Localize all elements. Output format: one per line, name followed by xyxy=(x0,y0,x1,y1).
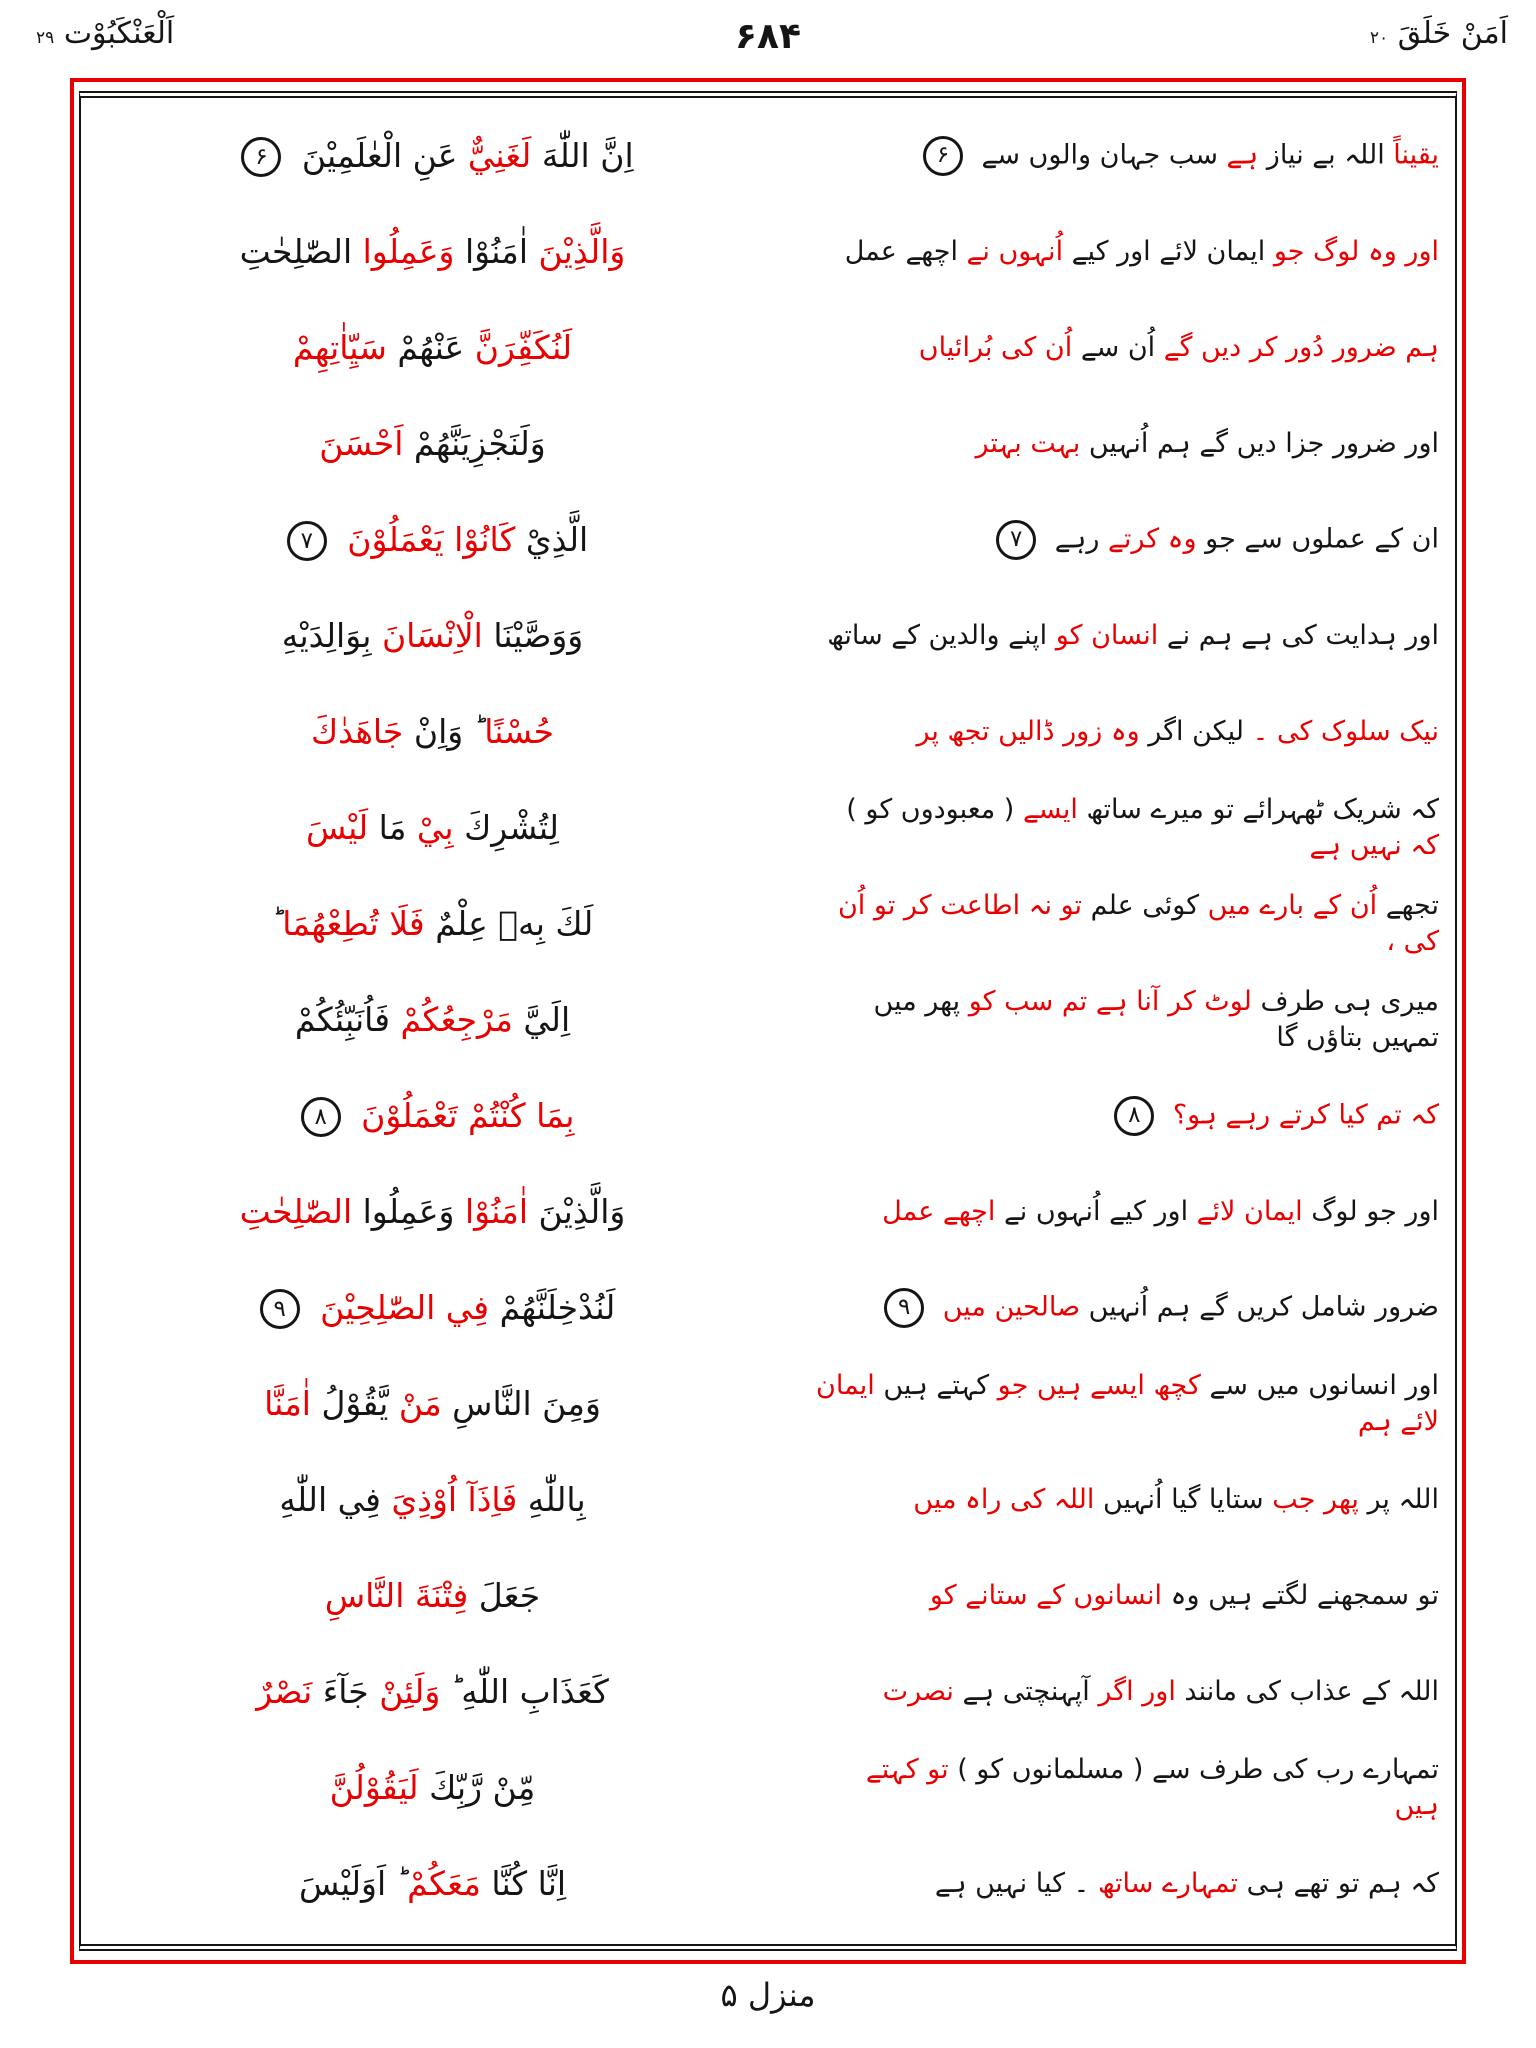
verse-number-badge: ۸ xyxy=(301,1097,341,1137)
verse-row xyxy=(97,1836,1439,1932)
text-segment-black: وَلَنَجْزِيَنَّهُمْ xyxy=(413,424,546,464)
arabic-verse-line xyxy=(97,1095,768,1138)
page-number: ۶۸۴ xyxy=(735,16,801,57)
text-segment-red: اللہ کی راہ میں xyxy=(913,1483,1095,1515)
verse-row xyxy=(97,684,1439,780)
text-segment-black: اور کیے اُنہوں نے xyxy=(1003,1195,1189,1227)
text-segment-red: وَلَئِنْ xyxy=(379,1672,441,1712)
text-segment-red: انسانوں کے ستانے کو xyxy=(929,1579,1163,1611)
text-segment-red: ہے xyxy=(1226,139,1259,171)
text-segment-red: اٰمَنَّا xyxy=(264,1384,311,1424)
text-segment-black: ان کے عملوں سے جو xyxy=(1205,523,1439,555)
urdu-translation-line xyxy=(815,1288,1439,1328)
text-segment-red: سَيِّاٰتِهِمْ xyxy=(292,328,387,368)
verse-row xyxy=(97,1740,1439,1836)
arabic-verse-line xyxy=(97,999,768,1040)
arabic-verse-line xyxy=(97,1287,768,1330)
text-segment-black: اللہ کے عذاب کی مانند xyxy=(1184,1675,1439,1707)
verse-number-badge: ۶ xyxy=(241,137,281,177)
text-segment-red: کہ نہیں ہے xyxy=(1309,830,1439,861)
text-segment-black: ( معبودوں کو ) xyxy=(846,793,1015,825)
text-segment-black: يَّقُوْلُ xyxy=(321,1384,389,1424)
text-segment-red: پھر جب xyxy=(1272,1483,1359,1515)
text-segment-black: كَعَذَابِ اللّٰهِ ؕ xyxy=(450,1672,609,1712)
arabic-verse-line xyxy=(97,1767,768,1808)
arabic-verse-line xyxy=(97,327,768,368)
arabic-verse-line xyxy=(97,1191,768,1232)
text-segment-black: اِنَّ اللّٰهَ xyxy=(541,135,634,175)
text-segment-red: وہ کرتے xyxy=(1108,523,1197,555)
text-segment-black: فِي اللّٰهِ xyxy=(279,1480,381,1520)
verse-row xyxy=(97,300,1439,396)
text-segment-red: تو نہ اطاعت کر تو اُن کی ، xyxy=(837,889,1439,957)
text-segment-black: بِوَالِدَيْهِ xyxy=(281,616,372,656)
verse-number-badge: ۷ xyxy=(287,521,327,561)
page-border-black xyxy=(79,91,1457,1951)
verse-row xyxy=(97,780,1439,876)
text-segment-red: نصرت xyxy=(882,1675,954,1707)
arabic-verse-line xyxy=(97,1479,768,1520)
verse-row xyxy=(97,1452,1439,1548)
text-segment-red: انسان کو xyxy=(1055,619,1159,651)
urdu-translation-line xyxy=(815,520,1439,560)
text-segment-red: لَنُكَفِّرَنَّ xyxy=(474,328,573,368)
text-segment-black: اپنے والدین کے ساتھ xyxy=(827,619,1048,651)
text-segment-black: ضرور شامل کریں گے ہم اُنہیں xyxy=(1088,1291,1439,1323)
text-segment-black: کوئی علم xyxy=(1090,889,1200,921)
manzil-label: منزل ۵ xyxy=(720,1976,816,2014)
verse-row xyxy=(97,204,1439,300)
text-segment-black: لَنُدْخِلَنَّهُمْ xyxy=(499,1287,616,1327)
verse-number-badge: ۷ xyxy=(996,520,1036,560)
text-segment-black: ستایا گیا اُنہیں xyxy=(1103,1483,1264,1515)
urdu-translation-line xyxy=(815,984,1439,1057)
text-segment-red: بِيْ xyxy=(416,808,454,848)
text-segment-black: وَعَمِلُوا xyxy=(362,1192,455,1232)
text-segment-black: اِلَيَّ xyxy=(523,1000,571,1040)
text-segment-red: ایمان لائے ہم xyxy=(816,1369,1439,1437)
text-segment-black: کہتے ہیں xyxy=(883,1369,990,1401)
text-segment-black: اُن سے xyxy=(1080,331,1156,363)
urdu-translation-line xyxy=(815,1096,1439,1136)
text-segment-red: صالحین میں xyxy=(942,1291,1080,1323)
page-border-red xyxy=(70,78,1466,1964)
text-segment-red: لَيْسَ xyxy=(306,808,369,848)
text-segment-red: اُن کے بارے میں xyxy=(1207,889,1378,921)
text-segment-red: لَغَنِيٌّ xyxy=(467,135,532,175)
text-segment-black: اور انسانوں میں سے xyxy=(1209,1369,1439,1401)
text-segment-red: ایسے xyxy=(1022,793,1078,825)
verse-number-badge: ۹ xyxy=(884,1288,924,1328)
verse-row xyxy=(97,108,1439,204)
text-segment-red: بہت بہتر xyxy=(975,427,1081,459)
text-segment-black: ؕ اَوَلَيْسَ xyxy=(298,1864,397,1904)
verse-rows-container xyxy=(81,98,1455,1944)
verse-row xyxy=(97,492,1439,588)
text-segment-black: پھر میں تمہیں بتاؤں گا xyxy=(873,985,1439,1053)
urdu-translation-line xyxy=(815,1194,1439,1230)
urdu-translation-line xyxy=(815,330,1439,366)
text-segment-red: تمہارے ساتھ xyxy=(1097,1867,1239,1899)
juz-number: ۲۰ xyxy=(1369,28,1389,48)
verse-row xyxy=(97,972,1439,1068)
urdu-translation-line xyxy=(815,1482,1439,1518)
text-segment-red: اُن کی بُرائیاں xyxy=(918,331,1073,363)
urdu-translation-line xyxy=(815,234,1439,270)
verse-row xyxy=(97,588,1439,684)
text-segment-red: حُسْنًا xyxy=(484,712,555,752)
verse-number-badge: ۶ xyxy=(923,136,963,176)
text-segment-black: میری ہی طرف xyxy=(1260,985,1439,1017)
urdu-translation-line xyxy=(815,1578,1439,1614)
arabic-verse-line xyxy=(97,231,768,272)
arabic-verse-line xyxy=(97,711,768,752)
text-segment-red: کچھ ایسے ہیں جو xyxy=(997,1369,1201,1401)
text-segment-black: وَمِنَ النَّاسِ xyxy=(452,1384,601,1424)
text-segment-black: ایمان لائے اور کیے xyxy=(1071,235,1266,267)
urdu-translation-line xyxy=(815,888,1439,961)
arabic-verse-line xyxy=(97,135,768,178)
text-segment-black: تمہارے رب کی طرف سے ( مسلمانوں کو ) xyxy=(957,1753,1439,1785)
text-segment-black: اِنَّا كُنَّا xyxy=(491,1864,567,1904)
verse-number-badge: ۹ xyxy=(260,1289,300,1329)
text-segment-black: وَالَّذِيْنَ xyxy=(538,1192,626,1232)
verse-row xyxy=(97,1356,1439,1452)
text-segment-red: بِمَا كُنْتُمْ تَعْمَلُوْنَ xyxy=(361,1095,575,1135)
text-segment-black: اور ہدایت کی ہے ہم نے xyxy=(1166,619,1439,651)
text-segment-red: لوٹ کر آنا ہے تم سب کو xyxy=(968,985,1252,1017)
text-segment-red: الْاِنْسَانَ xyxy=(381,616,483,656)
arabic-verse-line xyxy=(97,423,768,464)
text-segment-red: ایمان لائے xyxy=(1196,1195,1303,1227)
text-segment-red: الصّٰلِحٰتِ xyxy=(239,1192,353,1232)
text-segment-black: اور جو لوگ xyxy=(1311,1195,1439,1227)
text-segment-black: جَعَلَ xyxy=(478,1576,541,1616)
text-segment-red: مَعَكُمْ xyxy=(407,1864,481,1904)
text-segment-black: مَا xyxy=(378,808,407,848)
header-surah-title xyxy=(36,16,174,51)
verse-row xyxy=(97,1068,1439,1164)
text-segment-black: تو سمجھنے لگتے ہیں وہ xyxy=(1170,1579,1439,1611)
text-segment-black: وَوَصَّيْنَا xyxy=(493,616,584,656)
text-segment-black: عَنِ الْعٰلَمِيْنَ xyxy=(301,135,458,175)
text-segment-red: کہ تم کیا کرتے رہے ہو؟ xyxy=(1172,1099,1439,1131)
text-segment-red: نَصْرٌ xyxy=(256,1672,313,1712)
text-segment-black: اچھے عمل xyxy=(844,235,958,267)
arabic-verse-line xyxy=(97,807,768,848)
text-segment-black: کہ شریک ٹھہرائے تو میرے ساتھ xyxy=(1086,793,1439,825)
text-segment-black: اور ضرور جزا دیں گے ہم اُنہیں xyxy=(1088,427,1439,459)
text-segment-red: فَلَا تُطِعْهُمَا xyxy=(282,904,425,944)
verse-row xyxy=(97,1260,1439,1356)
text-segment-black: کہ ہم تو تھے ہی xyxy=(1246,1867,1439,1899)
text-segment-red: جَاهَدٰكَ xyxy=(310,712,404,752)
text-segment-red: فَاِذَآ اُوْذِيَ xyxy=(391,1480,518,1520)
text-segment-black: مِّنْ رَّبِّكَ xyxy=(429,1768,536,1808)
text-segment-black: بِاللّٰهِ xyxy=(527,1480,586,1520)
text-segment-black: لَكَ بِهٖ عِلْمٌ xyxy=(435,904,594,944)
urdu-translation-line xyxy=(815,714,1439,750)
urdu-translation-line xyxy=(815,426,1439,462)
text-segment-black: لیکن اگر xyxy=(1148,715,1244,747)
urdu-translation-line xyxy=(815,1674,1439,1710)
surah-name: اَلْعَنْكَبُوْت xyxy=(63,16,175,51)
text-segment-red: كَانُوْا يَعْمَلُوْنَ xyxy=(347,519,516,559)
text-segment-black: رہے xyxy=(1054,523,1100,555)
text-segment-red: اچھے عمل xyxy=(882,1195,996,1227)
arabic-verse-line xyxy=(97,1575,768,1616)
text-segment-black: فَاُنَبِّئُكُمْ xyxy=(294,1000,390,1040)
text-segment-black: تجھے xyxy=(1385,889,1439,921)
text-segment-red: وَعَمِلُوا xyxy=(362,232,455,272)
text-segment-black: لِتُشْرِكَ xyxy=(464,808,559,848)
text-segment-red: لَيَقُوْلُنَّ xyxy=(329,1768,419,1808)
text-segment-red: مَرْجِعُكُمْ xyxy=(400,1000,513,1040)
arabic-verse-line xyxy=(97,1383,768,1424)
urdu-translation-line xyxy=(815,792,1439,865)
text-segment-red: فِتْنَةَ النَّاسِ xyxy=(324,1576,469,1616)
arabic-verse-line xyxy=(97,519,768,562)
verse-row xyxy=(97,1164,1439,1260)
text-segment-black: اٰمَنُوْا xyxy=(465,232,529,272)
text-segment-red: وہ زور ڈالیں تجھ پر xyxy=(916,715,1140,747)
text-segment-black: اللہ بے نیاز xyxy=(1266,139,1385,171)
arabic-verse-line xyxy=(97,615,768,656)
text-segment-black: عَنْهُمْ xyxy=(397,328,465,368)
text-segment-black: ؕ وَاِنْ xyxy=(413,712,474,752)
surah-number: ۲۹ xyxy=(36,28,55,48)
text-segment-red: تو کہتے ہیں xyxy=(865,1753,1439,1821)
text-segment-red: یقیناً xyxy=(1393,139,1439,171)
urdu-translation-line xyxy=(815,1752,1439,1825)
text-segment-black: سب جہان والوں سے xyxy=(981,139,1218,171)
verse-row xyxy=(97,876,1439,972)
text-segment-red: اٰمَنُوْا xyxy=(465,1192,529,1232)
verse-row xyxy=(97,1548,1439,1644)
verse-row xyxy=(97,396,1439,492)
verse-row xyxy=(97,1644,1439,1740)
text-segment-black: الصّٰلِحٰتِ xyxy=(239,232,353,272)
arabic-verse-line xyxy=(97,1863,768,1904)
text-segment-red: مَنْ xyxy=(398,1384,442,1424)
urdu-translation-line xyxy=(815,1866,1439,1902)
text-segment-red: وَالَّذِيْنَ xyxy=(538,232,626,272)
juz-name: اَمَنْ خَلَقَ xyxy=(1397,16,1508,51)
text-segment-black: آپہنچتی ہے xyxy=(962,1675,1090,1707)
verse-number-badge: ۸ xyxy=(1114,1096,1154,1136)
text-segment-red: ہم ضرور دُور کر دیں گے xyxy=(1163,331,1439,363)
text-segment-black: ۔ کیا نہیں ہے xyxy=(934,1867,1090,1899)
text-segment-black: الَّذِيْ xyxy=(525,519,589,559)
arabic-verse-line xyxy=(97,1671,768,1712)
text-segment-black: جَآءَ xyxy=(322,1672,369,1712)
urdu-translation-line xyxy=(815,1368,1439,1441)
text-segment-red: فِي الصّٰلِحِيْنَ xyxy=(320,1287,490,1327)
text-segment-red: اَحْسَنَ xyxy=(319,424,404,464)
arabic-verse-line xyxy=(97,903,768,944)
text-segment-red: اور اگر xyxy=(1098,1675,1176,1707)
text-segment-red: اُنہوں نے xyxy=(966,235,1064,267)
urdu-translation-line xyxy=(815,136,1439,176)
text-segment-red: اور وہ لوگ جو xyxy=(1273,235,1439,267)
urdu-translation-line xyxy=(815,618,1439,654)
text-segment-red: نیک سلوک کی ۔ xyxy=(1252,715,1439,747)
text-segment-black: اللہ پر xyxy=(1367,1483,1439,1515)
